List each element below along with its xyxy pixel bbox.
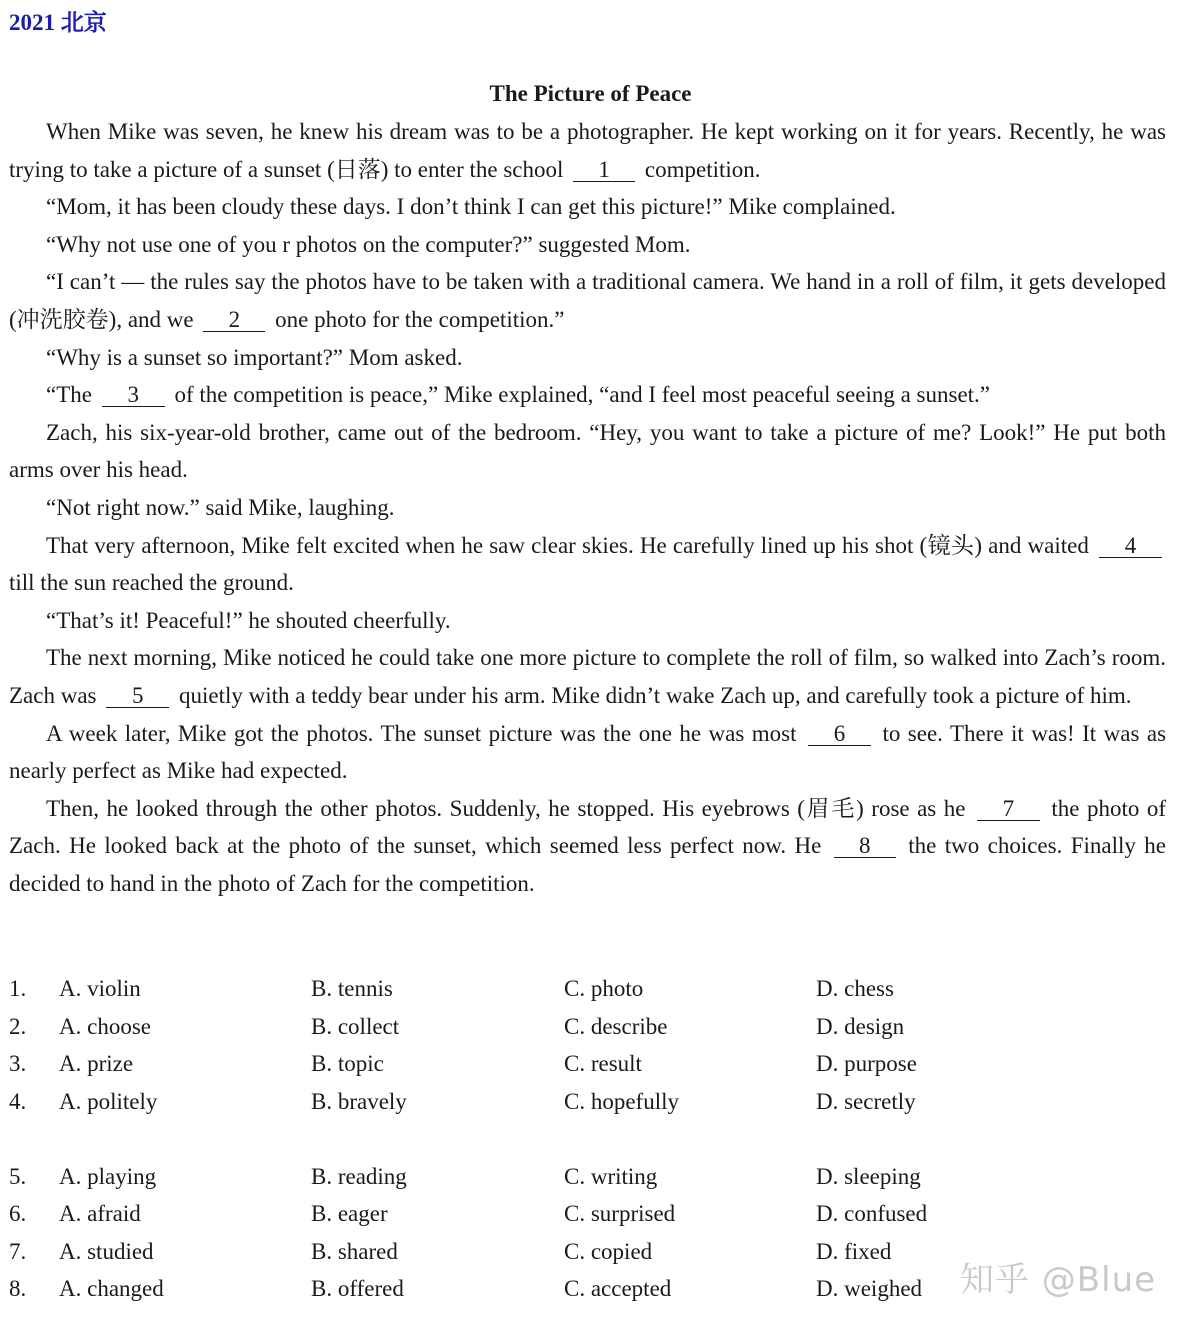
option-d: D. weighed bbox=[816, 1276, 923, 1301]
option-row-1 bbox=[9, 976, 1169, 1014]
blank-1: 1 bbox=[573, 159, 635, 182]
option-b: B. topic bbox=[311, 1051, 384, 1076]
option-c: C. hopefully bbox=[564, 1088, 679, 1114]
option-c: C. surprised bbox=[564, 1201, 676, 1226]
blank-4: 4 bbox=[1099, 535, 1162, 558]
option-row-5 bbox=[9, 1164, 1169, 1202]
text: Then, he looked through the other photos. Suddenly, he stopped. His eyebrows (眉毛) rose as he bbox=[46, 795, 966, 821]
paragraph-3: “Why not use one of you r photos on the computer?” suggested Mom. bbox=[46, 231, 691, 257]
option-c: C. result bbox=[564, 1051, 642, 1076]
paragraph-9 bbox=[9, 527, 1166, 602]
paragraph-6 bbox=[9, 376, 1166, 414]
option-c: C. copied bbox=[564, 1238, 653, 1264]
blank-7: 7 bbox=[977, 798, 1040, 821]
passage-title: The Picture of Peace bbox=[489, 81, 692, 106]
question-number: 5. bbox=[9, 1163, 27, 1189]
option-a: A. choose bbox=[59, 1013, 151, 1039]
option-b: B. tennis bbox=[311, 976, 393, 1001]
question-number: 8. bbox=[9, 1276, 27, 1301]
option-row-3 bbox=[9, 1051, 1169, 1089]
paragraph-1 bbox=[9, 113, 1166, 188]
option-d: D. purpose bbox=[816, 1051, 917, 1076]
option-b: B. collect bbox=[311, 1013, 400, 1039]
text: of the competition is peace,” Mike explained, “and I feel most peaceful seeing a sunset.” bbox=[174, 382, 991, 408]
option-row-4 bbox=[9, 1089, 1169, 1127]
option-d: D. confused bbox=[816, 1201, 928, 1226]
question-number: 6. bbox=[9, 1201, 27, 1226]
paragraph-13 bbox=[9, 790, 1166, 903]
source-tag: 2021 北京 bbox=[9, 10, 107, 35]
option-b: B. reading bbox=[311, 1163, 407, 1189]
question-number: 4. bbox=[9, 1088, 27, 1114]
text: quietly with a teddy bear under his arm. Mike didn’t wake Zach up, and carefully took a picture of him. bbox=[179, 682, 1132, 708]
option-b: B. bravely bbox=[311, 1088, 407, 1114]
blank-2: 2 bbox=[203, 309, 265, 332]
option-a: A. playing bbox=[59, 1163, 157, 1189]
blank-5: 5 bbox=[106, 685, 169, 708]
text: till the sun reached the ground. bbox=[9, 570, 294, 596]
option-a: A. afraid bbox=[59, 1201, 141, 1226]
text: the two choices. Finally he decided to hand in the photo of Zach for the competition. bbox=[9, 833, 1167, 896]
paragraph-11 bbox=[9, 639, 1166, 714]
option-a: A. prize bbox=[59, 1051, 134, 1076]
option-a: A. politely bbox=[59, 1088, 158, 1114]
option-b: B. offered bbox=[311, 1276, 404, 1301]
watermark: 知乎 @Blue bbox=[960, 1260, 1157, 1300]
text: The next morning, Mike noticed he could take one more picture to complete the roll of film, so walked into Zach’s room. Zach was bbox=[9, 645, 1166, 708]
text: one photo for the competition.” bbox=[275, 306, 565, 332]
text: A week later, Mike got the photos. The sunset picture was the one he was most bbox=[46, 720, 797, 746]
blank-6: 6 bbox=[808, 723, 871, 746]
blank-3: 3 bbox=[102, 384, 165, 407]
option-c: C. photo bbox=[564, 976, 644, 1001]
option-d: D. chess bbox=[816, 976, 894, 1001]
blank-8: 8 bbox=[834, 835, 896, 858]
option-row-6 bbox=[9, 1201, 1169, 1239]
option-d: D. sleeping bbox=[816, 1163, 921, 1189]
option-a: A. studied bbox=[59, 1238, 154, 1264]
option-b: B. shared bbox=[311, 1238, 398, 1264]
question-number: 2. bbox=[9, 1013, 27, 1039]
passage bbox=[9, 113, 1166, 902]
option-c: C. describe bbox=[564, 1013, 668, 1039]
option-d: D. fixed bbox=[816, 1238, 892, 1264]
paragraph-5: “Why is a sunset so important?” Mom asked. bbox=[46, 344, 463, 370]
text: competition. bbox=[644, 156, 761, 182]
paragraph-10: “That’s it! Peaceful!” he shouted cheerfully. bbox=[46, 607, 451, 633]
paragraph-7: Zach, his six-year-old brother, came out of the bedroom. “Hey, you want to take a picture of me? Look!” He put both arms over his head. bbox=[9, 419, 1166, 483]
paragraph-4 bbox=[9, 263, 1166, 338]
question-number: 7. bbox=[9, 1238, 27, 1264]
option-c: C. writing bbox=[564, 1163, 658, 1189]
text: “I can’t — the rules say the photos have to be taken with a traditional camera. We hand in a roll of film, it gets developed (冲洗胶卷), and we bbox=[9, 269, 1166, 332]
text: “The bbox=[46, 382, 92, 408]
text: the photo of Zach. He looked back at the photo of the sunset, which seemed less perfect now. He bbox=[9, 795, 1167, 859]
text: That very afternoon, Mike felt excited when he saw clear skies. He carefully lined up his shot (镜头) and waited bbox=[46, 532, 1089, 558]
option-c: C. accepted bbox=[564, 1276, 672, 1301]
question-number: 3. bbox=[9, 1051, 27, 1076]
text: When Mike was seven, he knew his dream was to be a photographer. He kept working on it for years. Recently, he was trying to take a picture of a sunset (日落) to enter the school bbox=[9, 119, 1166, 182]
option-row-2 bbox=[9, 1014, 1169, 1052]
paragraph-2: “Mom, it has been cloudy these days. I don’t think I can get this picture!” Mike complained. bbox=[46, 194, 896, 220]
option-a: A. changed bbox=[59, 1276, 164, 1301]
option-d: D. design bbox=[816, 1013, 905, 1039]
question-number: 1. bbox=[9, 976, 27, 1001]
option-d: D. secretly bbox=[816, 1088, 916, 1114]
option-b: B. eager bbox=[311, 1201, 388, 1226]
paragraph-12 bbox=[9, 715, 1166, 790]
option-a: A. violin bbox=[59, 976, 141, 1001]
text: to see. There it was! It was as nearly perfect as Mike had expected. bbox=[9, 720, 1167, 784]
paragraph-8: “Not right now.” said Mike, laughing. bbox=[46, 494, 395, 520]
